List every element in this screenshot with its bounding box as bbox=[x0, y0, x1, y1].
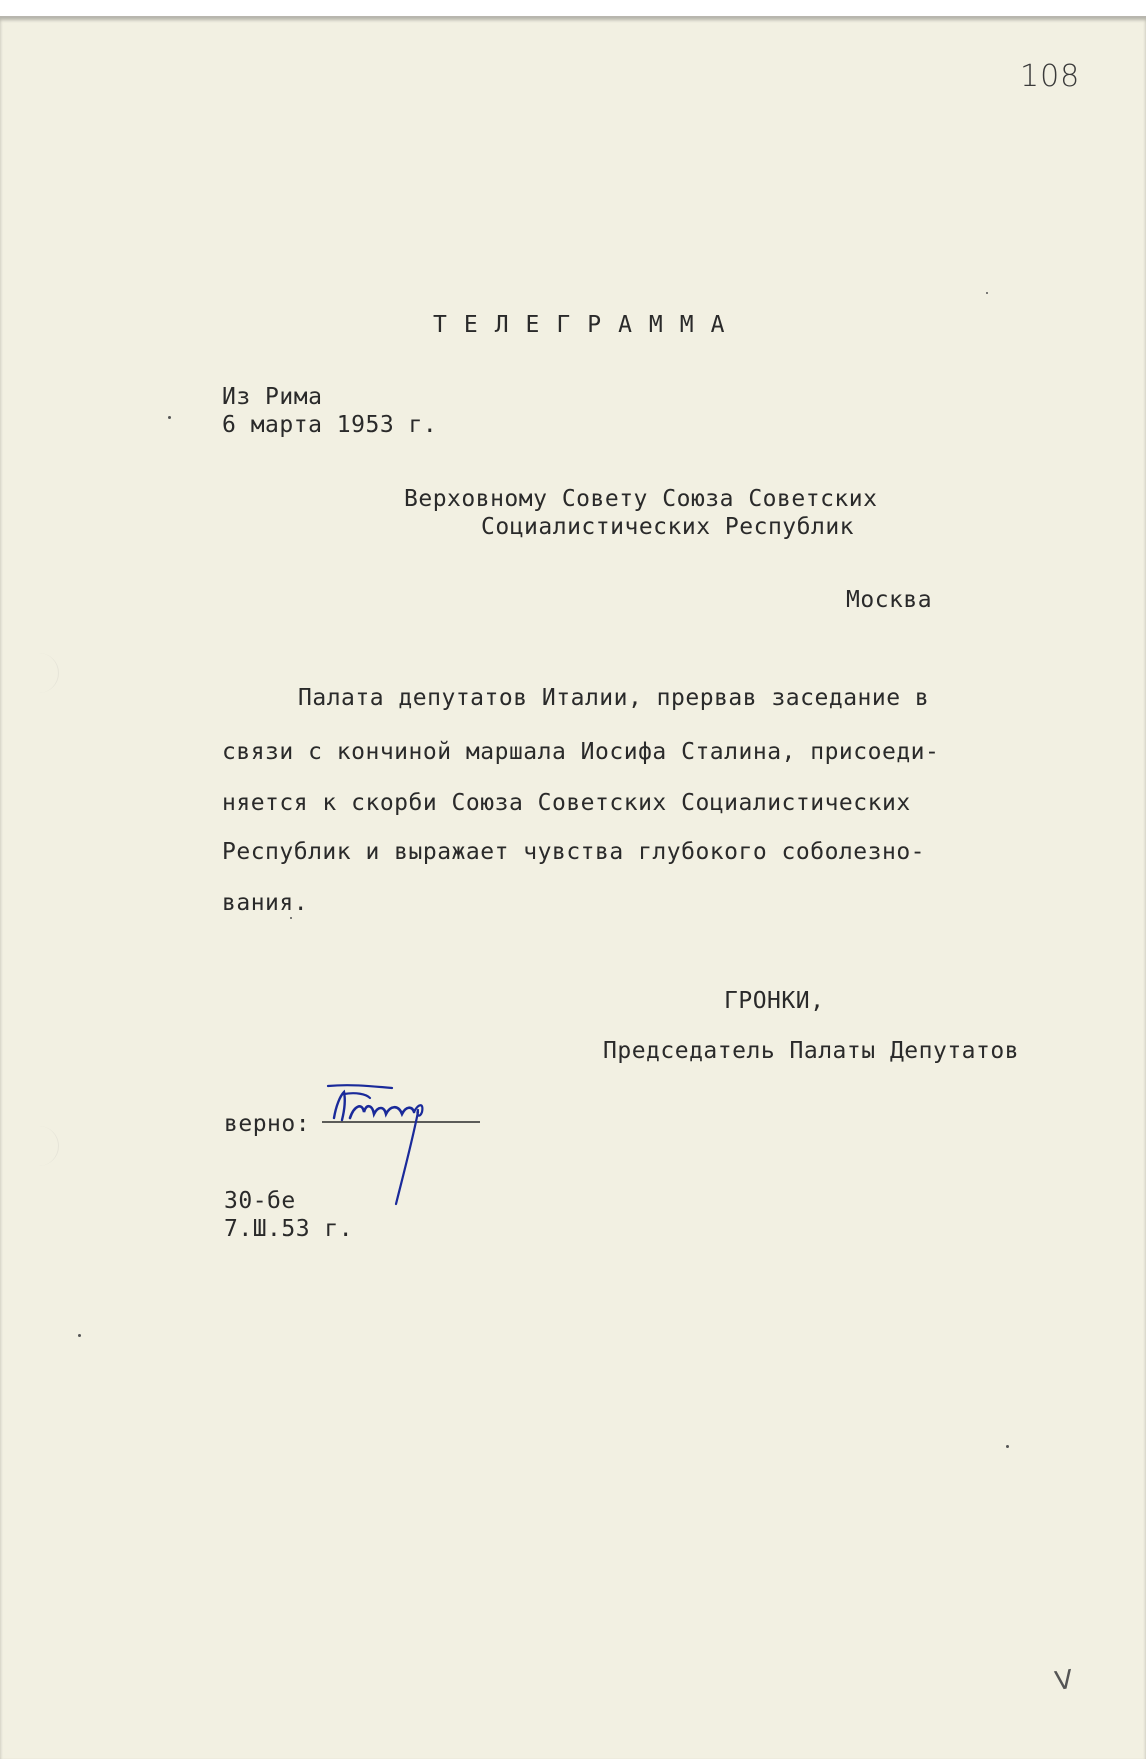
certification-date: 7.Ш.53 г. bbox=[224, 1216, 354, 1242]
punch-hole-mark bbox=[34, 653, 59, 693]
origin-city: Из Рима bbox=[222, 384, 323, 410]
body-line: Палата депутатов Италии, прервав заседание в bbox=[298, 685, 930, 711]
signatory-name: ГРОНКИ, bbox=[724, 988, 825, 1014]
document-page bbox=[0, 18, 1146, 1759]
document-title: ТЕЛЕГРАММА bbox=[433, 312, 742, 338]
paper-speck bbox=[986, 292, 988, 294]
signatory-position: Председатель Палаты Депутатов bbox=[603, 1038, 1020, 1064]
body-line: вания. bbox=[222, 890, 309, 916]
body-line: связи с кончиной маршала Иосифа Сталина, присоеди- bbox=[222, 739, 940, 765]
paper-speck bbox=[78, 1334, 81, 1337]
body-line: няется к скорби Союза Советских Социалистических bbox=[222, 790, 911, 816]
certification-code: 30-бе bbox=[224, 1188, 296, 1214]
addressee-city: Москва bbox=[846, 587, 933, 613]
addressee-line-2: Социалистических Республик bbox=[481, 514, 855, 540]
body-line: Республик и выражает чувства глубокого соболезно- bbox=[222, 839, 926, 865]
paper-speck bbox=[1006, 1445, 1009, 1448]
handwritten-signature bbox=[320, 1082, 490, 1212]
origin-date: 6 марта 1953 г. bbox=[222, 412, 438, 438]
certification-label: верно: bbox=[224, 1111, 311, 1137]
punch-hole-mark bbox=[34, 1126, 59, 1166]
archive-page-number: 108 bbox=[1020, 59, 1081, 94]
addressee-line-1: Верховному Совету Союза Советских bbox=[404, 486, 878, 512]
paper-speck bbox=[168, 416, 171, 419]
margin-check-mark: V bbox=[1052, 1664, 1075, 1698]
paper-speck bbox=[290, 917, 292, 919]
